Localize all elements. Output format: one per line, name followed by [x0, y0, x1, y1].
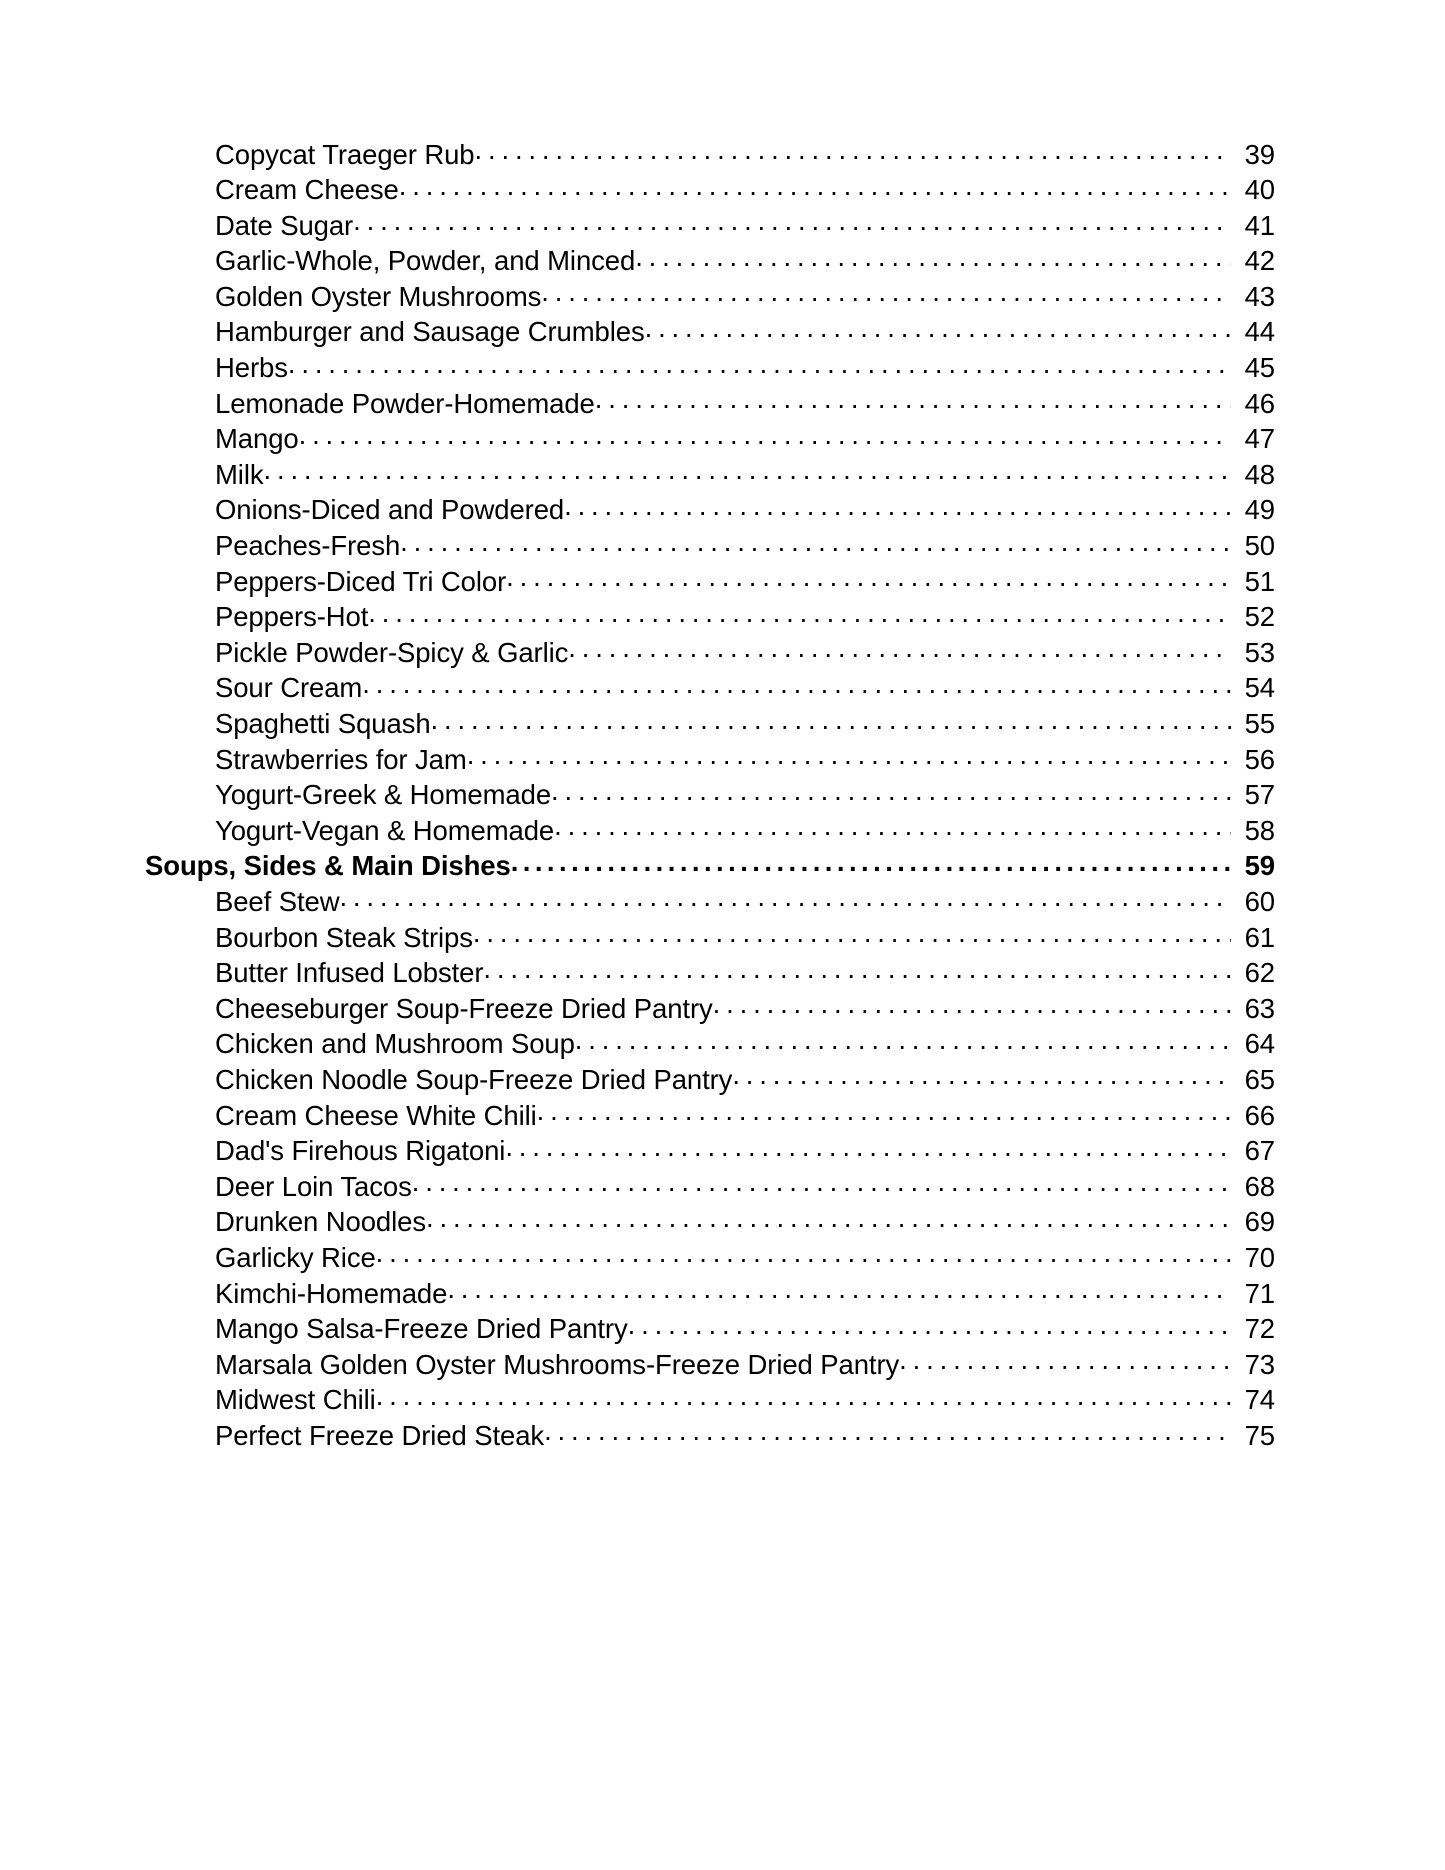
- toc-page-number: 69: [1244, 1206, 1275, 1238]
- toc-entry-row[interactable]: [145, 350, 1275, 386]
- dot-leader: [635, 243, 1231, 271]
- toc-entry-label: Strawberries for Jam: [215, 743, 467, 775]
- dot-leader: [412, 1168, 1231, 1196]
- dot-leader: [467, 741, 1231, 769]
- toc-entry-label: Spaghetti Squash: [215, 708, 431, 739]
- toc-entry-label: Onions-Diced and Powdered: [215, 494, 565, 526]
- toc-page-number: 61: [1244, 921, 1275, 953]
- toc-entry-label: Bourbon Steak Strips: [215, 921, 473, 953]
- toc-entry-label: Lemonade Powder-Homemade: [215, 387, 595, 419]
- toc-page-number: 60: [1244, 885, 1275, 917]
- toc-entry-label: Copycat Traeger Rub: [215, 138, 475, 170]
- dot-leader: [473, 919, 1231, 947]
- toc-page-number: 42: [1244, 245, 1275, 277]
- toc-entry-row[interactable]: [145, 243, 1275, 279]
- toc-entry-label: Hamburger and Sausage Crumbles: [215, 316, 645, 348]
- dot-leader: [376, 1239, 1231, 1267]
- toc-entry-row[interactable]: [145, 883, 1275, 919]
- dot-leader: [299, 421, 1231, 449]
- dot-leader: [713, 990, 1231, 1018]
- toc-entry-row[interactable]: [145, 136, 1275, 172]
- toc-page-number: 52: [1244, 601, 1275, 633]
- dot-leader: [483, 955, 1231, 983]
- toc-entry-row[interactable]: [145, 1097, 1275, 1133]
- dot-leader: [505, 1133, 1231, 1161]
- toc-page-number: 40: [1244, 174, 1275, 206]
- toc-entry-label: Date Sugar: [215, 209, 354, 241]
- dot-leader: [628, 1311, 1231, 1339]
- toc-page-number: 46: [1244, 387, 1275, 419]
- toc-page-number: 74: [1244, 1384, 1275, 1416]
- toc-entry-label: Cream Cheese White Chili: [215, 1099, 537, 1131]
- toc-page-number: 58: [1244, 814, 1275, 846]
- toc-entry-label: Chicken Noodle Soup-Freeze Dried Pantry: [215, 1063, 733, 1095]
- toc-page-number: 62: [1244, 957, 1275, 989]
- toc-entry-label: Cheeseburger Soup-Freeze Dried Pantry: [215, 992, 713, 1024]
- dot-leader: [400, 528, 1231, 556]
- toc-section-label: Soups, Sides & Main Dishes: [145, 850, 511, 882]
- dot-leader: [376, 1382, 1231, 1410]
- toc-entry-label: Dad's Firehous Rigatoni: [215, 1135, 506, 1167]
- toc-page-number: 65: [1244, 1063, 1275, 1095]
- toc-entry-row[interactable]: [145, 278, 1275, 314]
- toc-entry-row[interactable]: [145, 385, 1275, 421]
- toc-page-number: 44: [1244, 316, 1275, 348]
- toc-entry-label: Golden Oyster Mushrooms: [215, 280, 542, 312]
- toc-entry-row[interactable]: [145, 599, 1275, 635]
- toc-page-number: 67: [1244, 1135, 1275, 1167]
- toc-entry-label: Pickle Powder-Spicy & Garlic: [215, 636, 569, 668]
- toc-entry-label: Cream Cheese: [215, 174, 399, 206]
- toc-entry-row[interactable]: [145, 314, 1275, 350]
- toc-entry-label: Yogurt-Vegan & Homemade: [215, 814, 555, 846]
- toc-page-number: 51: [1244, 565, 1275, 597]
- toc-entry-row[interactable]: [145, 777, 1275, 813]
- toc-entry-label: Deer Loin Tacos: [215, 1170, 412, 1202]
- toc-entry-row[interactable]: [145, 456, 1275, 492]
- toc-page-number: 41: [1244, 209, 1275, 241]
- dot-leader: [475, 136, 1232, 164]
- toc-page-number: 66: [1244, 1099, 1275, 1131]
- toc-entry-label: Chicken and Mushroom Soup: [215, 1028, 575, 1060]
- dot-leader: [353, 207, 1231, 235]
- toc-entry-row[interactable]: [145, 492, 1275, 528]
- toc-entry-row[interactable]: [145, 528, 1275, 564]
- toc-entry-row[interactable]: [145, 1417, 1275, 1453]
- toc-entry-label: Mango Salsa-Freeze Dried Pantry: [215, 1313, 628, 1345]
- toc-page-number: 73: [1244, 1348, 1275, 1380]
- toc-entry-label: Drunken Noodles: [215, 1206, 426, 1238]
- toc-entry-row[interactable]: [145, 1382, 1275, 1418]
- toc-entry-label: Garlic-Whole, Powder, and Minced: [215, 245, 636, 277]
- table-of-contents: [145, 136, 1275, 1453]
- toc-page-number: 64: [1244, 1028, 1275, 1060]
- dot-leader: [511, 848, 1231, 876]
- toc-page-number: 59: [1244, 850, 1275, 882]
- dot-leader: [368, 599, 1231, 627]
- toc-entry-row[interactable]: [145, 563, 1275, 599]
- toc-entry-label: Midwest Chili: [215, 1384, 376, 1416]
- toc-page-number: 75: [1244, 1419, 1275, 1451]
- toc-entry-row[interactable]: [145, 741, 1275, 777]
- toc-page-number: 50: [1244, 530, 1275, 562]
- toc-page-number: 68: [1244, 1170, 1275, 1202]
- toc-entry-label: Butter Infused Lobster: [215, 957, 484, 989]
- toc-entry-row[interactable]: [145, 1346, 1275, 1382]
- toc-entry-label: Perfect Freeze Dried Steak: [215, 1419, 545, 1451]
- toc-entry-row[interactable]: [145, 1204, 1275, 1240]
- toc-entry-row[interactable]: [145, 812, 1275, 848]
- toc-page-number: 72: [1244, 1313, 1275, 1345]
- toc-page-number: 70: [1244, 1241, 1275, 1273]
- toc-entry-label: Milk: [215, 458, 264, 490]
- toc-page-number: 49: [1244, 494, 1275, 526]
- dot-leader: [537, 1097, 1231, 1125]
- dot-leader: [899, 1346, 1231, 1374]
- dot-leader: [399, 172, 1231, 200]
- toc-section-row[interactable]: [145, 848, 1275, 884]
- dot-leader: [732, 1061, 1231, 1089]
- toc-entry-row[interactable]: [145, 670, 1275, 706]
- dot-leader: [554, 812, 1231, 840]
- dot-leader: [288, 350, 1231, 378]
- dot-leader: [339, 883, 1231, 911]
- toc-entry-row[interactable]: [145, 1239, 1275, 1275]
- toc-entry-label: Marsala Golden Oyster Mushrooms-Freeze Dried Pantry: [215, 1348, 900, 1380]
- dot-leader: [541, 278, 1231, 306]
- dot-leader: [506, 563, 1231, 591]
- dot-leader: [263, 456, 1231, 484]
- toc-entry-label: Peaches-Fresh: [215, 530, 401, 562]
- dot-leader: [544, 1417, 1231, 1445]
- toc-entry-label: Herbs: [215, 352, 288, 384]
- toc-page-number: 39: [1244, 138, 1275, 170]
- toc-entry-label: Peppers-Diced Tri Color: [215, 565, 507, 597]
- toc-entry-row[interactable]: [145, 990, 1275, 1026]
- toc-entry-label: Sour Cream: [215, 672, 363, 704]
- toc-entry-label: Peppers-Hot: [215, 601, 369, 633]
- toc-entry-row[interactable]: [145, 706, 1275, 742]
- dot-leader: [431, 706, 1231, 734]
- toc-entry-row[interactable]: [145, 207, 1275, 243]
- toc-page-number: 53: [1244, 636, 1275, 668]
- dot-leader: [568, 634, 1231, 662]
- dot-leader: [551, 777, 1231, 805]
- toc-entry-row[interactable]: [145, 1275, 1275, 1311]
- toc-entry-label: Kimchi-Homemade: [215, 1277, 448, 1309]
- toc-entry-row[interactable]: [145, 1168, 1275, 1204]
- toc-entry-row[interactable]: [145, 1311, 1275, 1347]
- toc-page-number: 56: [1244, 743, 1275, 775]
- toc-page-number: 54: [1244, 672, 1275, 704]
- toc-entry-row[interactable]: [145, 421, 1275, 457]
- toc-entry-label: Beef Stew: [215, 885, 340, 917]
- toc-entry-row[interactable]: [145, 955, 1275, 991]
- toc-page-number: 45: [1244, 352, 1275, 384]
- dot-leader: [426, 1204, 1231, 1232]
- toc-page-number: 71: [1244, 1277, 1275, 1309]
- toc-entry-label: Yogurt-Greek & Homemade: [215, 779, 552, 811]
- toc-page-number: 48: [1244, 458, 1275, 490]
- dot-leader: [362, 670, 1231, 698]
- toc-entry-row[interactable]: [145, 1026, 1275, 1062]
- toc-entry-row[interactable]: [145, 1061, 1275, 1097]
- toc-entry-row[interactable]: [145, 172, 1275, 208]
- toc-page-number: 43: [1244, 280, 1275, 312]
- dot-leader: [645, 314, 1231, 342]
- toc-page-number: 63: [1244, 992, 1275, 1024]
- toc-entry-row[interactable]: [145, 634, 1275, 670]
- toc-entry-row[interactable]: [145, 919, 1275, 955]
- toc-page-number: 47: [1244, 423, 1275, 455]
- toc-entry-label: Garlicky Rice: [215, 1241, 376, 1273]
- dot-leader: [595, 385, 1231, 413]
- dot-leader: [447, 1275, 1231, 1303]
- toc-page-number: 57: [1244, 779, 1275, 811]
- dot-leader: [575, 1026, 1231, 1054]
- toc-page-number: 55: [1244, 708, 1275, 739]
- toc-entry-row[interactable]: [145, 1133, 1275, 1169]
- toc-entry-label: Mango: [215, 423, 299, 455]
- dot-leader: [564, 492, 1231, 520]
